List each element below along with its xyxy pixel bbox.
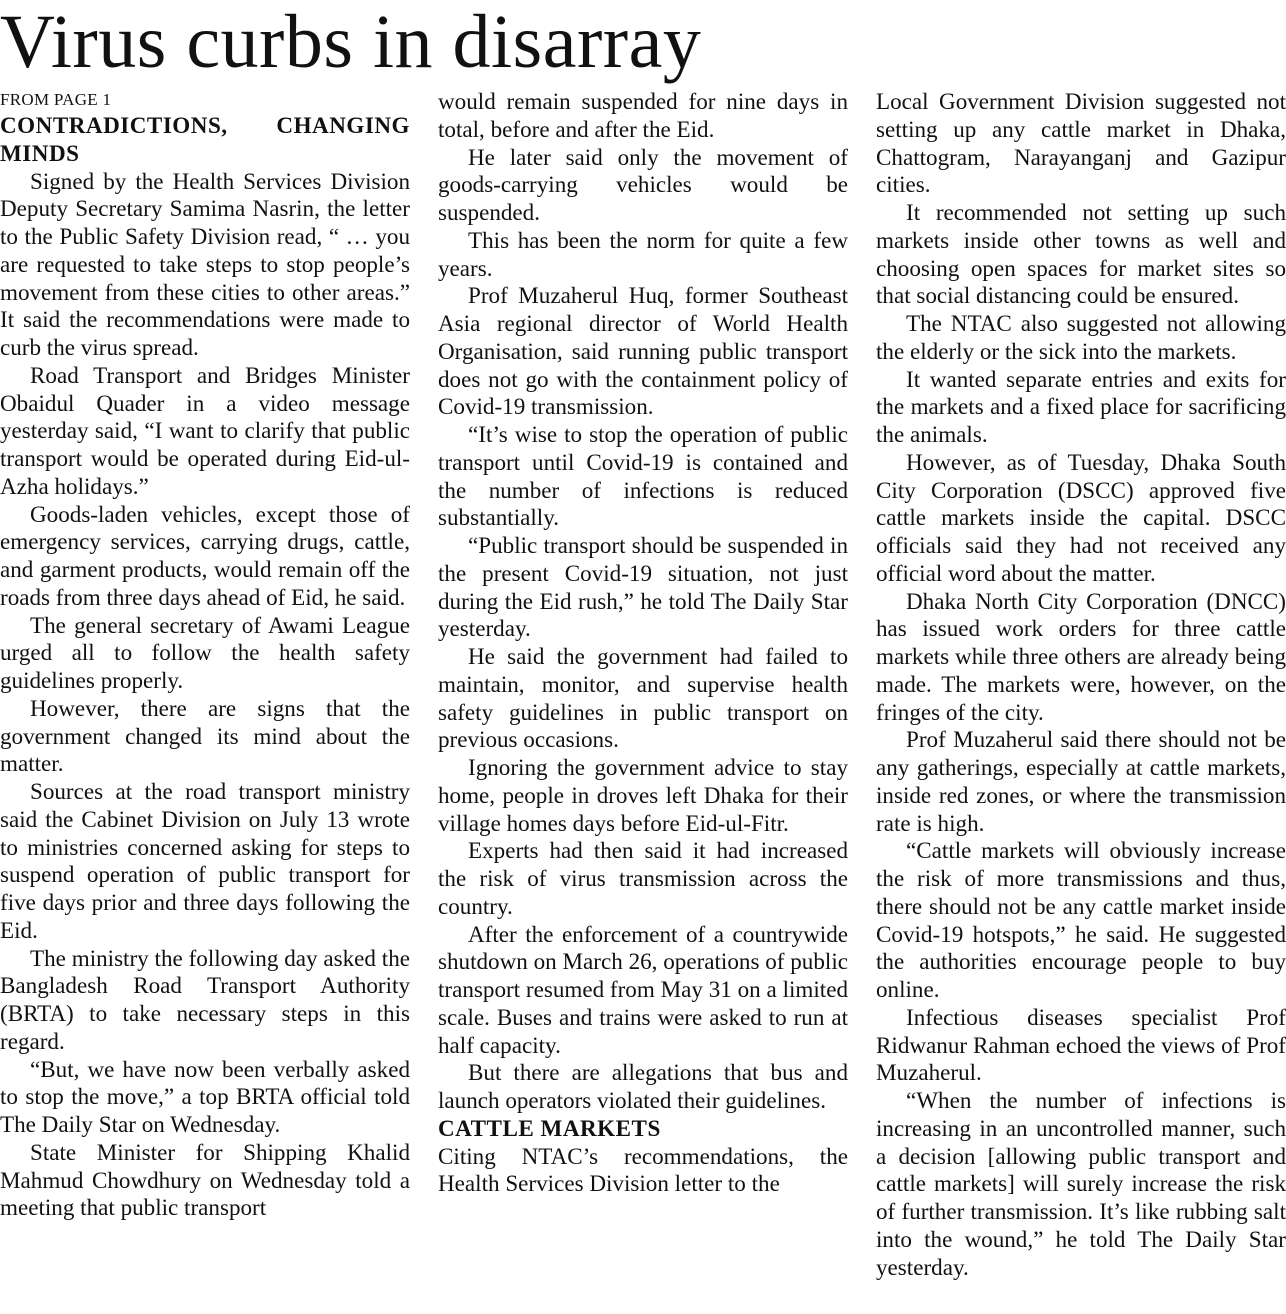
- paragraph: After the enforcement of a countrywide shutdown on March 26, operations of public transport resumed from May 31 on a limited scale. Buses and trains were asked to run at half capacity.: [438, 920, 848, 1058]
- paragraph: But there are allegations that bus and launch operators violated their guidelines.: [438, 1059, 848, 1113]
- paragraph: Sources at the road transport ministry said the Cabinet Division on July 13 wrote to ministries concerned asking for steps to suspend operation of public transport for five days prior and three days following the Eid.: [0, 778, 410, 943]
- article-column-3: [876, 88, 1286, 1314]
- paragraph: Goods-laden vehicles, except those of emergency services, carrying drugs, cattle, and garment products, would remain off the roads from three days ahead of Eid, he said.: [0, 500, 410, 610]
- paragraph: This has been the norm for quite a few years.: [438, 226, 848, 281]
- paragraph: “When the number of infections is increasing in an uncontrolled manner, such a decision [allowing public transport and cattle markets] will surely increase the risk of further transmission. It’s like rubbing salt into the wound,” he told The Daily Star yesterday.: [876, 1087, 1286, 1280]
- paragraph: “Cattle markets will obviously increase the risk of more transmissions and thus, there should not be any cattle market inside Covid-19 hotspots,” he said. He suggested the authorities encourage people to buy online.: [876, 837, 1286, 1002]
- paragraph: It recommended not setting up such markets inside other towns as well and choosing open spaces for market sites so that social distancing could be ensured.: [876, 199, 1286, 309]
- paragraph: would remain suspended for nine days in total, before and after the Eid.: [438, 88, 848, 142]
- paragraph: Signed by the Health Services Division Deputy Secretary Samima Nasrin, the letter to the Public Safety Division read, “ … you are requested to take steps to stop people’s movement from these cities to other areas.” It said the recommendations were made to curb the virus spread.: [0, 167, 410, 360]
- article-column-1: [0, 88, 410, 1314]
- section-heading-cattle-markets: CATTLE MARKETS: [438, 1114, 661, 1141]
- paragraph: However, as of Tuesday, Dhaka South City Corporation (DSCC) approved five cattle markets inside the capital. DSCC officials said they had not received any official word about the matter.: [876, 448, 1286, 586]
- headline: Virus curbs in disarray: [0, 0, 702, 84]
- paragraph: However, there are signs that the government changed its mind about the matter.: [0, 694, 410, 777]
- paragraph: It wanted separate entries and exits for the markets and a fixed place for sacrificing the animals.: [876, 365, 1286, 447]
- paragraph: Experts had then said it had increased the risk of virus transmission across the country.: [438, 837, 848, 919]
- paragraph: State Minister for Shipping Khalid Mahmud Chowdhury on Wednesday told a meeting that public transport: [0, 1138, 410, 1221]
- paragraph: Road Transport and Bridges Minister Obaidul Quader in a video message yesterday said, “I want to clarify that public transport would be operated during Eid-ul-Azha holidays.”: [0, 361, 410, 499]
- paragraph: “It’s wise to stop the operation of public transport until Covid-19 is contained and the number of infections is reduced substantially.: [438, 421, 848, 531]
- paragraph: Prof Muzaherul Huq, former Southeast Asia regional director of World Health Organisation, said running public transport does not go with the containment policy of Covid-19 transmission.: [438, 282, 848, 420]
- section-heading-contradictions: CONTRADICTIONS, CHANGING MINDS: [0, 112, 410, 166]
- paragraph: He said the government had failed to maintain, monitor, and supervise health safety guidelines in public transport on previous occasions.: [438, 643, 848, 753]
- paragraph: Infectious diseases specialist Prof Ridwanur Rahman echoed the views of Prof Muzaherul.: [876, 1003, 1286, 1086]
- paragraph: Prof Muzaherul said there should not be any gatherings, especially at cattle markets, inside red zones, or where the transmission rate is high.: [876, 726, 1286, 836]
- paragraph: The ministry the following day asked the Bangladesh Road Transport Authority (BRTA) to take necessary steps in this regard.: [0, 944, 410, 1054]
- paragraph: Citing NTAC’s recommendations, the Health Services Division letter to the: [438, 1142, 848, 1197]
- paragraph: Ignoring the government advice to stay home, people in droves left Dhaka for their village homes days before Eid-ul-Fitr.: [438, 754, 848, 836]
- paragraph: The general secretary of Awami League urged all to follow the health safety guidelines properly.: [0, 611, 410, 693]
- paragraph: “But, we have now been verbally asked to stop the move,” a top BRTA official told The Daily Star on Wednesday.: [0, 1055, 410, 1137]
- paragraph: Dhaka North City Corporation (DNCC) has issued work orders for three cattle markets while three others are already being made. The markets were, however, on the fringes of the city.: [876, 587, 1286, 725]
- continuation-kicker: FROM PAGE 1: [0, 90, 112, 109]
- paragraph: The NTAC also suggested not allowing the elderly or the sick into the markets.: [876, 310, 1286, 364]
- paragraph: “Public transport should be suspended in the present Covid-19 situation, not just during the Eid rush,” he told The Daily Star yesterday.: [438, 532, 848, 642]
- paragraph: He later said only the movement of goods-carrying vehicles would be suspended.: [438, 143, 848, 225]
- paragraph: Local Government Division suggested not setting up any cattle market in Dhaka, Chattogram, Narayanganj and Gazipur cities.: [876, 88, 1286, 198]
- article-column-2: [438, 88, 848, 1314]
